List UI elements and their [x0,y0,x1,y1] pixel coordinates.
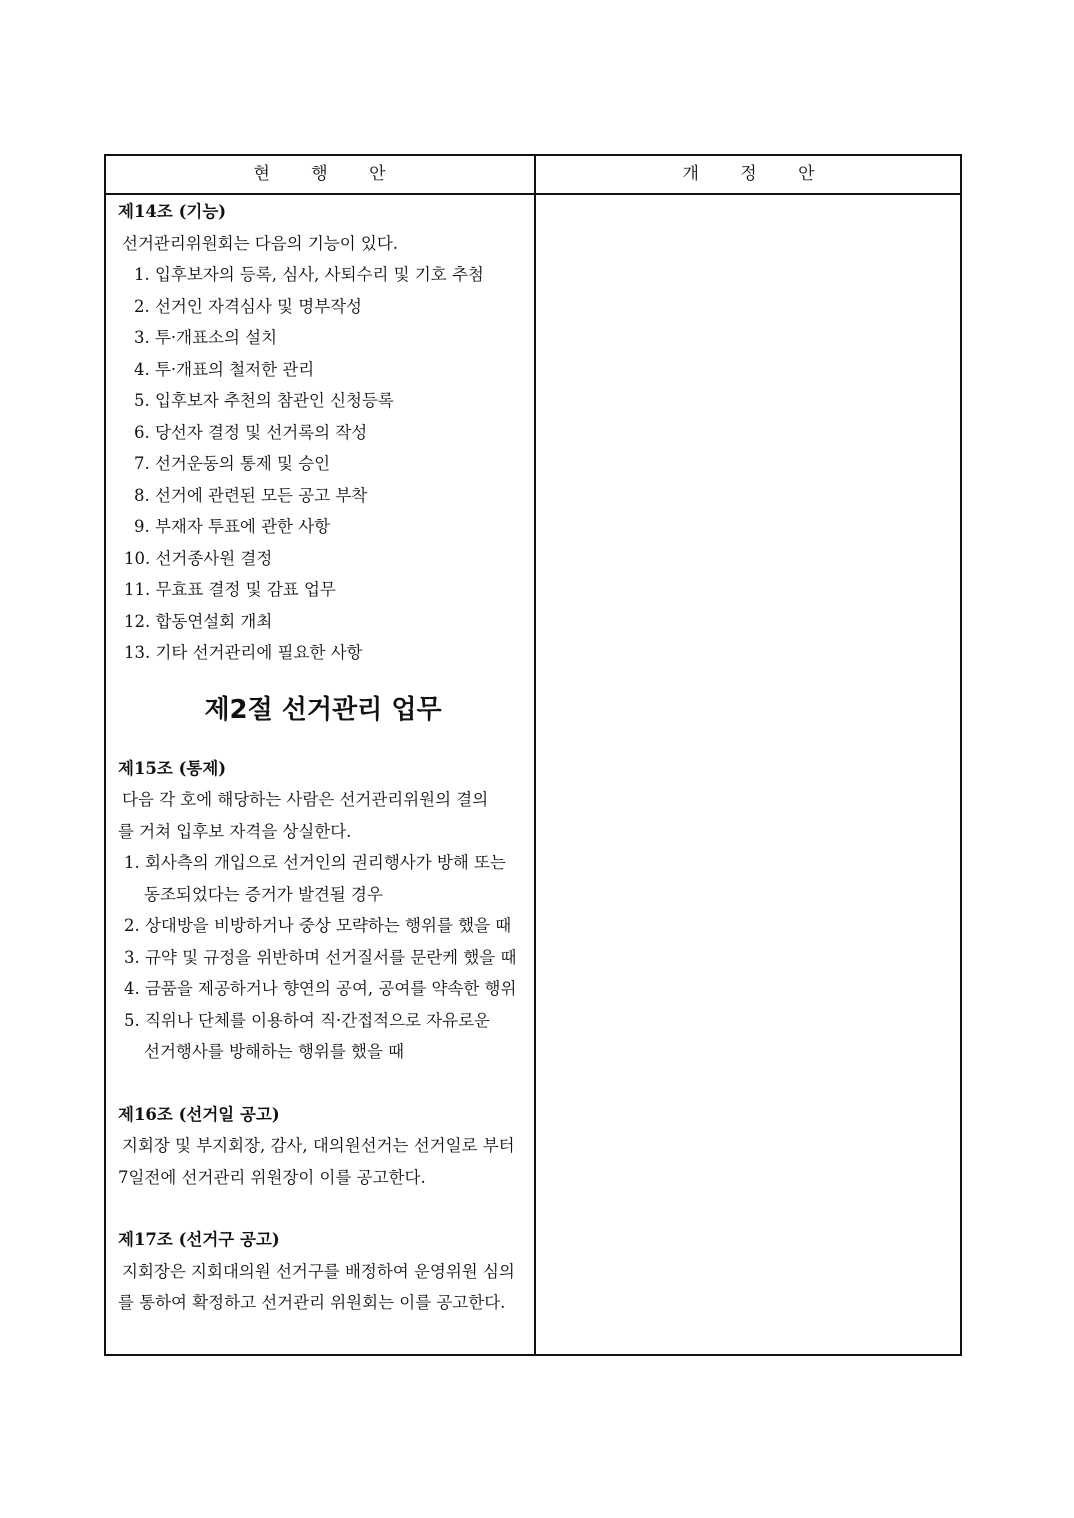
article-16-title: 제16조 (선거일 공고) [118,1104,280,1124]
article-14-title: 제14조 (기능) [118,202,227,221]
list-item: 11. 무효표 결정 및 감표 업무 [124,580,336,599]
section-heading: 제2절 선거관리 업무 [204,694,442,725]
article-17-body: 지회장은 지회대의원 선거구를 배정하여 운영위원 심의 [122,1261,515,1281]
column-divider [534,156,536,1354]
list-item: 4. 금품을 제공하거나 향연의 공여, 공여를 약속한 행위 [124,979,517,998]
article-15-body: 다음 각 호에 해당하는 사람은 선거관리위원의 결의 [122,790,489,809]
list-item: 6. 당선자 결정 및 선거록의 작성 [134,422,368,442]
list-item: 1. 입후보자의 등록, 심사, 사퇴수리 및 기호 추첨 [134,265,484,284]
current-column [118,196,528,1319]
article-15-title: 제15조 (통제) [118,758,227,778]
article-16-body-cont: 7일전에 선거관리 위원장이 이를 공고한다. [118,1167,426,1187]
list-item: 13. 기타 선거관리에 필요한 사항 [124,643,363,662]
article-15-body-cont: 를 거쳐 입후보 자격을 상실한다. [118,821,352,841]
article-16-body: 지회장 및 부지회장, 감사, 대의원선거는 선거일로 부터 [122,1136,515,1155]
list-item: 9. 부재자 투표에 관한 사항 [134,517,331,536]
list-item: 3. 투·개표소의 설치 [134,328,278,347]
article-14-body: 선거관리위원회는 다음의 기능이 있다. [122,233,399,253]
list-item-cont: 동조되었다는 증거가 발견될 경우 [144,884,383,904]
list-item: 12. 합동연설회 개최 [124,611,273,631]
list-item: 2. 선거인 자격심사 및 명부작성 [134,296,362,316]
list-item: 3. 규약 및 규정을 위반하며 선거질서를 문란케 했을 때 [124,947,517,967]
header-revised: 개 정 안 [682,164,816,184]
comparison-table [104,154,962,1356]
list-item: 4. 투·개표의 철저한 관리 [134,359,315,379]
list-item-cont: 선거행사를 방해하는 행위를 했을 때 [144,1042,405,1061]
header-current: 현 행 안 [253,164,387,184]
header-divider [106,193,960,195]
list-item: 2. 상대방을 비방하거나 중상 모략하는 행위를 했을 때 [124,916,512,935]
article-17-body-cont: 를 통하여 확정하고 선거관리 위원회는 이를 공고한다. [118,1293,506,1312]
article-17-title: 제17조 (선거구 공고) [118,1230,280,1249]
list-item: 5. 직위나 단체를 이용하여 직·간접적으로 자유로운 [124,1010,490,1030]
list-item: 7. 선거운동의 통제 및 승인 [134,454,331,473]
list-item: 5. 입후보자 추천의 참관인 신청등록 [134,391,394,410]
list-item: 8. 선거에 관련된 모든 공고 부착 [134,485,368,505]
list-item: 1. 회사측의 개입으로 선거인의 권리행사가 방해 또는 [124,853,506,872]
list-item: 10. 선거종사원 결정 [124,548,273,568]
